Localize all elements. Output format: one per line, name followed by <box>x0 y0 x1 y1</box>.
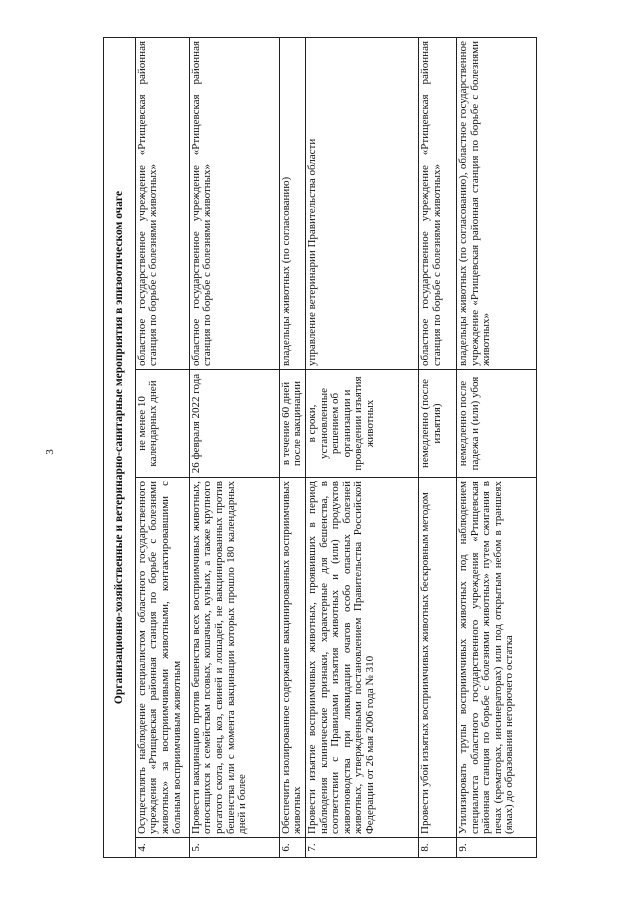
row-deadline: немедленно после падежа и (или) убоя <box>457 370 537 478</box>
section-title-row <box>104 37 136 857</box>
row-deadline: в течение 60 дней после вакцинации <box>279 370 305 478</box>
row-deadline: немедленно (после изъятия) <box>419 370 457 478</box>
rotated-document-table <box>103 38 537 858</box>
row-action: Провести изъятие восприимчивых животных, проявивших в период наблюдения клинические признаки, характерные для бешенства, в соответствии с Правилами изъятия животных и (или) продуктов животноводства при ликвидации очагов особо опасных болезней животных, утвержденными постановлением Правительства Российской Федерации от 26 мая 2006 года № 310 <box>306 478 419 838</box>
row-deadline: в сроки, установленные решением об организации и проведении изъятия животных <box>306 370 419 478</box>
page-number: 3 <box>44 449 56 455</box>
row-action: Провести убой изъятых восприимчивых животных бескровным методом <box>419 478 457 838</box>
row-number: 6. <box>279 838 305 858</box>
row-responsible: управление ветеринарии Правительства области <box>306 37 419 369</box>
row-number: 5. <box>189 838 279 858</box>
row-number: 4. <box>135 838 189 858</box>
section-title: Организационно-хозяйственные и ветеринарно-санитарные мероприятия в эпизоотическом очаге <box>104 37 136 857</box>
row-action: Утилизировать трупы восприимчивых животных под наблюдением специалиста областного государственного учреждения «Ртищевская районная станция по борьбе с болезнями животных» путем сжигания в печах (крематорах, инсинераторах) или под открытым небом в траншеях (ямах) до образования негорючего остатка <box>457 478 537 838</box>
table-row <box>306 37 419 857</box>
table-row <box>419 37 457 857</box>
measures-table <box>103 37 537 858</box>
table-row <box>279 37 305 857</box>
row-responsible: областное государственное учреждение «Ртищевская районная станция по борьбе с болезнями животных» <box>135 37 189 369</box>
row-number: 7. <box>306 838 419 858</box>
row-responsible: владельцы животных (по согласованию) <box>279 37 305 369</box>
row-responsible: владельцы животных (по согласованию), областное государственное учреждение «Ртищевская районная станция по борьбе с болезнями животных» <box>457 37 537 369</box>
row-action: Обеспечить изолированное содержание вакцинированных восприимчивых животных <box>279 478 305 838</box>
row-deadline: 26 февраля 2022 года <box>189 370 279 478</box>
row-number: 9. <box>457 838 537 858</box>
row-action: Провести вакцинацию против бешенства всех восприимчивых животных, относящихся к семействам псовых, кошачьих, куньих, а также крупного рогатого скота, овец, коз, свиней и лошадей, не вакцинированных против бешенства или с момента вакцинации которых прошло 180 календарных дней и более <box>189 478 279 838</box>
table-row <box>135 37 189 857</box>
row-number: 8. <box>419 838 457 858</box>
row-deadline: не менее 10 календарных дней <box>135 370 189 478</box>
table-row <box>189 37 279 857</box>
row-action: Осуществлять наблюдение специалистом областного государственного учреждения «Ртищевская районная станция по борьбе с болезнями животных» за восприимчивыми животными, контактировавшими с больным восприимчивым животным <box>135 478 189 838</box>
row-responsible: областное государственное учреждение «Ртищевская районная станция по борьбе с болезнями животных» <box>189 37 279 369</box>
row-responsible: областное государственное учреждение «Ртищевская районная станция по борьбе с болезнями животных» <box>419 37 457 369</box>
table-row <box>457 37 537 857</box>
